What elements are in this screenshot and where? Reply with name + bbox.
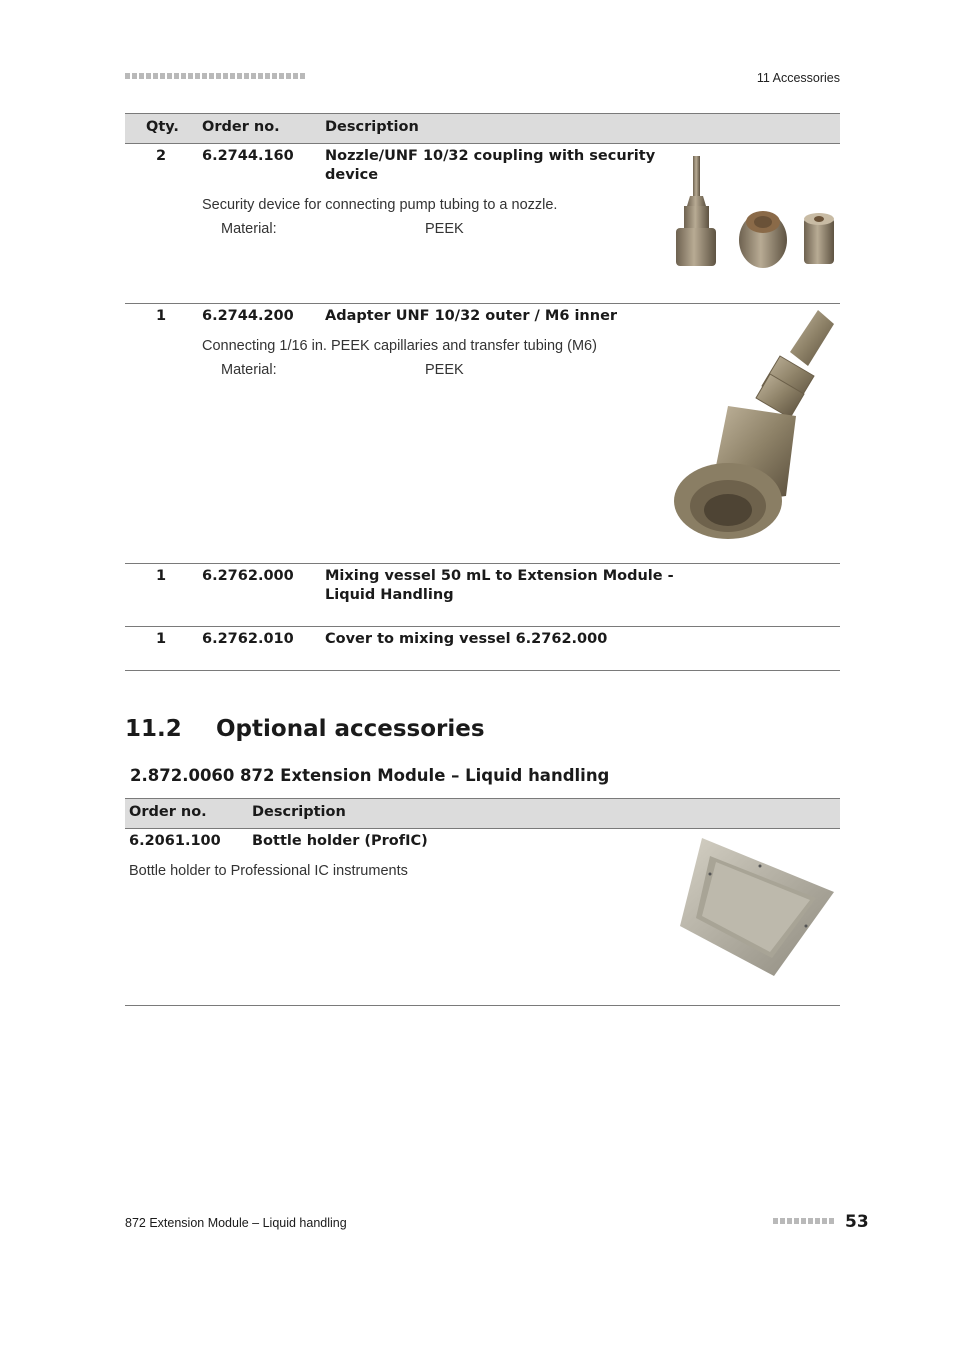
- t2-row1-title: Bottle holder (ProfIC): [252, 833, 428, 849]
- col-qty: Qty.: [146, 119, 179, 135]
- subsection-order: 2.872.0060: [130, 766, 235, 785]
- row1-text: Security device for connecting pump tubing to a nozzle.: [202, 197, 558, 213]
- page-number: 53: [845, 1212, 869, 1232]
- table1-header: [125, 113, 840, 144]
- row4-order: 6.2762.010: [202, 631, 294, 647]
- row3-qty: 1: [156, 568, 167, 584]
- col-description: Description: [252, 804, 346, 820]
- row2-order: 6.2744.200: [202, 308, 294, 324]
- row3-order: 6.2762.000: [202, 568, 294, 584]
- row1-attr-label: Material:: [221, 221, 277, 237]
- row-divider: [125, 626, 840, 627]
- row2-attr-value: PEEK: [425, 362, 464, 378]
- subsection-title: 872 Extension Module – Liquid handling: [240, 766, 610, 785]
- row2-qty: 1: [156, 308, 167, 324]
- row2-attr-label: Material:: [221, 362, 277, 378]
- row2-text: Connecting 1/16 in. PEEK capillaries and transfer tubing (M6): [202, 338, 597, 354]
- col-description: Description: [325, 119, 419, 135]
- row1-qty: 2: [156, 148, 167, 164]
- row1-title-2: device: [325, 167, 379, 183]
- row4-title: Cover to mixing vessel 6.2762.000: [325, 631, 608, 647]
- footer-doc-title: 872 Extension Module – Liquid handling: [125, 1216, 347, 1230]
- header-decoration: [125, 73, 305, 79]
- col-order: Order no.: [129, 804, 207, 820]
- row-divider: [125, 563, 840, 564]
- section-title: Optional accessories: [216, 716, 485, 742]
- footer-decoration: [773, 1218, 834, 1224]
- row1-attr-value: PEEK: [425, 221, 464, 237]
- row1-title-1: Nozzle/UNF 10/32 coupling with security: [325, 148, 656, 164]
- row-divider: [125, 303, 840, 304]
- adapter-image: [668, 306, 840, 546]
- table1-bottom-rule: [125, 670, 840, 671]
- table2-header: [125, 798, 840, 829]
- section-number: 11.2: [125, 716, 182, 742]
- table2-bottom-rule: [125, 1005, 840, 1006]
- row4-qty: 1: [156, 631, 167, 647]
- row3-title-2: Liquid Handling: [325, 587, 454, 603]
- row2-title: Adapter UNF 10/32 outer / M6 inner: [325, 308, 618, 324]
- col-order: Order no.: [202, 119, 280, 135]
- chapter-label: 11 Accessories: [756, 71, 840, 85]
- row3-title-1: Mixing vessel 50 mL to Extension Module -: [325, 568, 674, 584]
- coupling-parts-image: [668, 150, 840, 280]
- bottle-holder-image: [674, 834, 838, 980]
- row1-order: 6.2744.160: [202, 148, 294, 164]
- t2-row1-text: Bottle holder to Professional IC instruments: [129, 863, 408, 879]
- t2-row1-order: 6.2061.100: [129, 833, 221, 849]
